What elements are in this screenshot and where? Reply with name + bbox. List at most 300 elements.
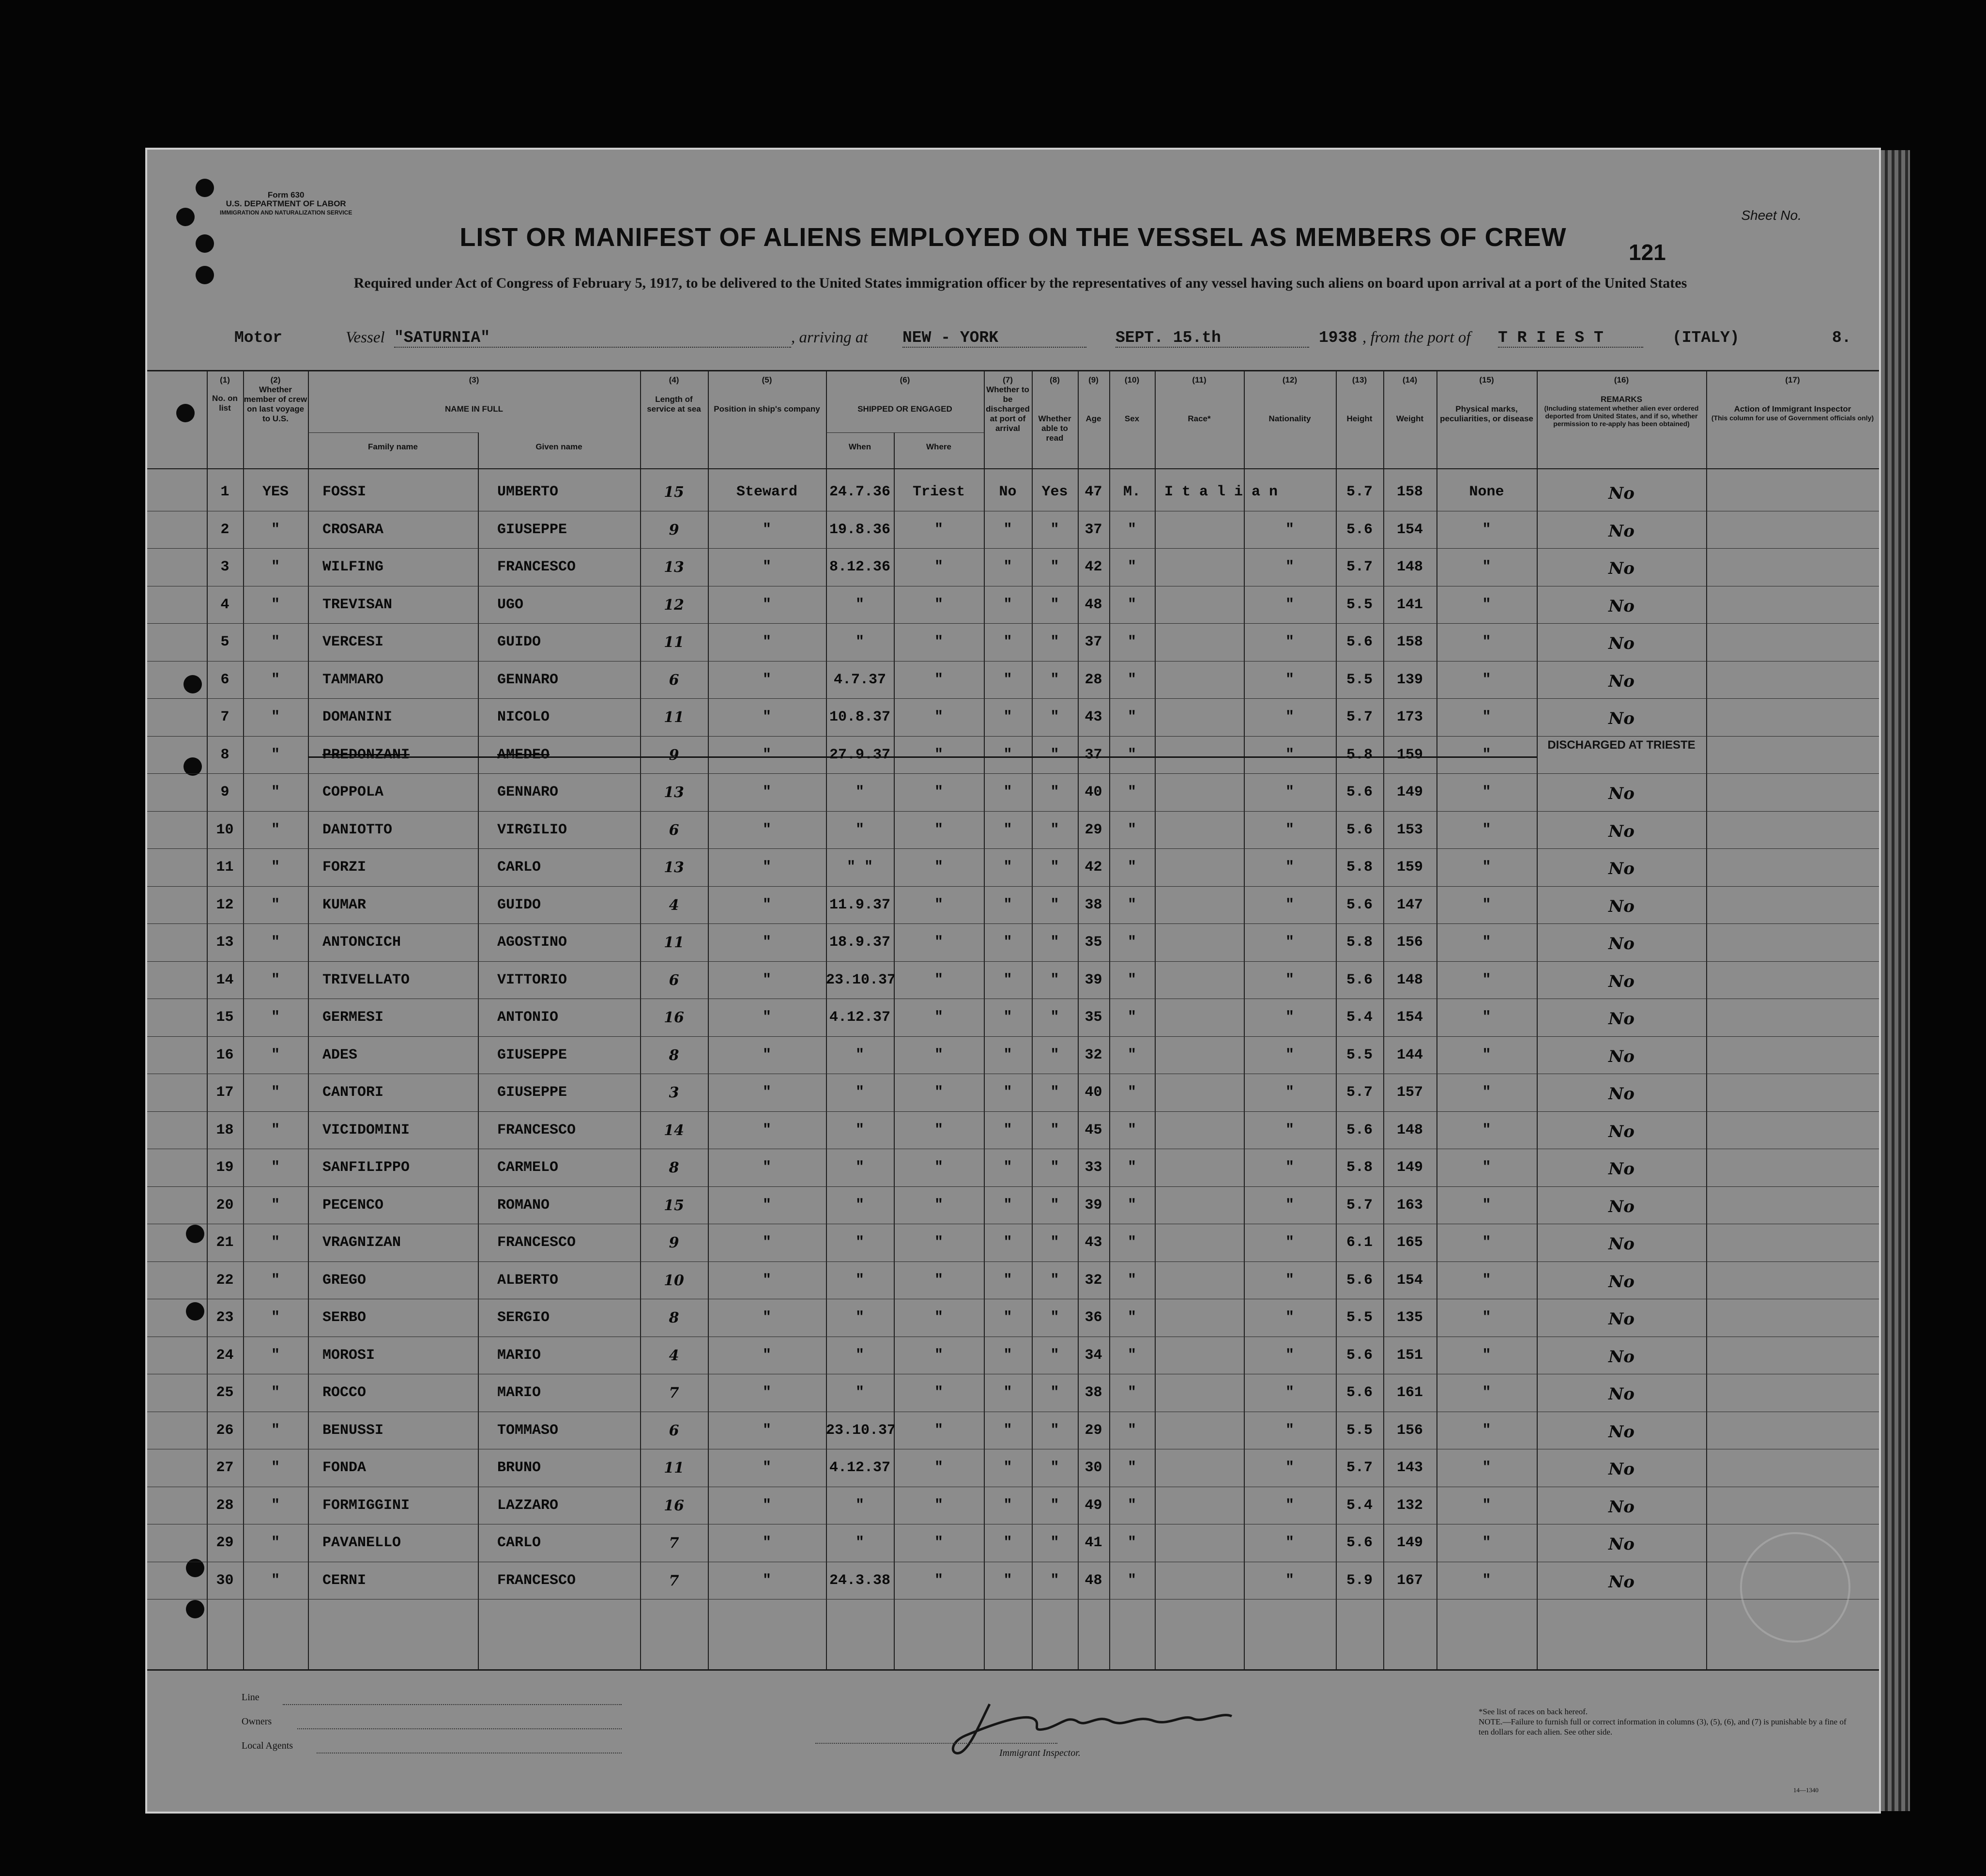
cell-marks: ": [1482, 1234, 1491, 1251]
cell-disch: ": [1003, 1046, 1012, 1063]
cell-disch: ": [1003, 1460, 1012, 1476]
cell-service: 6: [669, 971, 679, 989]
cell-nat: ": [1285, 1309, 1294, 1326]
cell-sex: ": [1127, 521, 1136, 538]
cell-no: 5: [220, 634, 229, 650]
cell-read: ": [1050, 559, 1059, 575]
cell-disch: ": [1003, 1422, 1012, 1439]
cell-where: ": [934, 634, 943, 650]
cell-service: 14: [664, 1122, 684, 1139]
cell-nat: ": [1285, 1197, 1294, 1214]
cell-crew: ": [271, 1046, 280, 1063]
cell-when: 18.9.37: [829, 934, 891, 951]
cell-nat: ": [1285, 859, 1294, 876]
cell-crew: ": [271, 559, 280, 575]
cell-position: ": [762, 1084, 771, 1101]
cell-sex: ": [1127, 634, 1136, 650]
cell-position: ": [762, 1384, 771, 1401]
cell-crew: ": [271, 1122, 280, 1138]
cell-height: 5.6: [1346, 1535, 1373, 1551]
cell-crew: ": [271, 1234, 280, 1251]
row-divider: [147, 1261, 1879, 1262]
cell-weight: 158: [1396, 634, 1423, 650]
cell-where: ": [934, 746, 943, 763]
cell-service: 8: [669, 1046, 679, 1064]
cell-disch: ": [1003, 746, 1012, 763]
col-where-header: Where: [926, 442, 951, 451]
cell-disch: ": [1003, 1384, 1012, 1401]
cell-height: 5.6: [1346, 1272, 1373, 1289]
cell-no: 22: [216, 1272, 234, 1289]
cell-age: 43: [1085, 1234, 1102, 1251]
cell-position: ": [762, 1497, 771, 1514]
cell-position: ": [762, 934, 771, 951]
cell-position: ": [762, 1046, 771, 1063]
cell-weight: 149: [1396, 784, 1423, 800]
cell-read: ": [1050, 1197, 1059, 1214]
cell-read: ": [1050, 1309, 1059, 1326]
cell-given: FRANCESCO: [497, 559, 576, 575]
page-edges-stack: [1881, 150, 1910, 1811]
cell-position: ": [762, 784, 771, 800]
cell-remarks: No: [1608, 484, 1635, 503]
cell-position: ": [762, 559, 771, 575]
cell-given: ALBERTO: [497, 1272, 559, 1289]
cell-crew: ": [271, 1272, 280, 1289]
cell-race: I t a l i a n: [1164, 484, 1278, 500]
cell-crew: ": [271, 1384, 280, 1401]
col-nationality-header: (12) Nationality: [1268, 375, 1311, 423]
cell-service: 4: [669, 896, 679, 914]
vessel-type: Motor: [234, 329, 283, 347]
cell-age: 37: [1085, 634, 1102, 650]
cell-crew: ": [271, 709, 280, 725]
col-shipped-header: (6) SHIPPED OR ENGAGED: [857, 375, 952, 414]
cell-family: VRAGNIZAN: [322, 1234, 401, 1251]
cell-service: 11: [664, 709, 684, 726]
manifest-sheet: [145, 148, 1881, 1814]
cell-position: ": [762, 521, 771, 538]
cell-read: ": [1050, 1572, 1059, 1589]
cell-when: " ": [846, 859, 873, 876]
cell-weight: 165: [1396, 1234, 1423, 1251]
cell-position: Steward: [736, 484, 798, 500]
cell-no: 14: [216, 971, 234, 988]
col-remarks-header: (16) REMARKS (Including statement whether alien ever ordered deported from United States, and if so, whether permission to re-apply has been obtained): [1544, 375, 1699, 428]
cell-age: 38: [1085, 896, 1102, 913]
cell-service: 11: [664, 934, 684, 951]
cell-given: UMBERTO: [497, 484, 559, 500]
cell-where: ": [934, 1159, 943, 1176]
cell-crew: ": [271, 971, 280, 988]
cell-age: 32: [1085, 1046, 1102, 1063]
cell-remarks: No: [1608, 821, 1635, 841]
cell-marks: ": [1482, 784, 1491, 800]
cell-no: 7: [220, 709, 229, 725]
cell-when: 19.8.36: [829, 521, 891, 538]
cell-disch: ": [1003, 859, 1012, 876]
col-read-header: (8) Whether able to read: [1038, 375, 1071, 443]
cell-read: ": [1050, 1497, 1059, 1514]
manifest-subtitle: Required under Act of Congress of February 5, 1917, to be delivered to the United States immigration officer by the representatives of any vessel having such aliens on board upon arrival at a port of the United States: [353, 275, 1687, 291]
cell-crew: YES: [262, 484, 289, 500]
col-position-header: (5) Position in ship's company: [714, 375, 820, 414]
cell-remarks: No: [1608, 1384, 1635, 1404]
cell-nat: ": [1285, 634, 1294, 650]
cell-remarks: No: [1608, 784, 1635, 803]
cell-remarks: No: [1608, 1272, 1635, 1292]
col-no-header: (1) No. on list: [212, 375, 238, 413]
cell-family: DOMANINI: [322, 709, 393, 725]
row-divider: [147, 1036, 1879, 1037]
cell-weight: 139: [1396, 671, 1423, 688]
cell-marks: ": [1482, 521, 1491, 538]
cell-nat: ": [1285, 521, 1294, 538]
cell-crew: ": [271, 1572, 280, 1589]
arrival-year: 1938: [1319, 329, 1358, 347]
cell-family: WILFING: [322, 559, 384, 575]
cell-crew: ": [271, 784, 280, 800]
cell-sex: ": [1127, 559, 1136, 575]
inspector-signature: [951, 1694, 1261, 1762]
cell-read: ": [1050, 934, 1059, 951]
cell-nat: ": [1285, 1422, 1294, 1439]
cell-marks: ": [1482, 1460, 1491, 1476]
cell-height: 5.7: [1346, 1197, 1373, 1214]
cell-weight: 132: [1396, 1497, 1423, 1514]
cell-remarks: No: [1608, 934, 1635, 953]
cell-family: CROSARA: [322, 521, 384, 538]
cell-when: ": [855, 1084, 864, 1101]
cell-read: ": [1050, 896, 1059, 913]
cell-age: 39: [1085, 971, 1102, 988]
official-stamp: [1740, 1532, 1850, 1643]
cell-where: ": [934, 1234, 943, 1251]
cell-remarks: No: [1608, 1122, 1635, 1141]
cell-when: ": [855, 1272, 864, 1289]
cell-remarks: No: [1608, 1234, 1635, 1254]
cell-given: GENNARO: [497, 784, 559, 800]
cell-read: ": [1050, 784, 1059, 800]
page-number: 121: [1629, 240, 1666, 265]
cell-where: ": [934, 521, 943, 538]
cell-sex: ": [1127, 1009, 1136, 1026]
cell-height: 5.8: [1346, 934, 1373, 951]
cell-crew: ": [271, 521, 280, 538]
cell-where: ": [934, 1497, 943, 1514]
cell-weight: 159: [1396, 859, 1423, 876]
cell-read: ": [1050, 1347, 1059, 1364]
cell-given: UGO: [497, 596, 524, 613]
cell-height: 5.6: [1346, 634, 1373, 650]
cell-family: FORMIGGINI: [322, 1497, 410, 1514]
cell-disch: ": [1003, 521, 1012, 538]
cell-marks: ": [1482, 1309, 1491, 1326]
cell-given: SERGIO: [497, 1309, 550, 1326]
cell-disch: ": [1003, 1197, 1012, 1214]
cell-height: 5.5: [1346, 596, 1373, 613]
row-divider: [147, 773, 1879, 774]
cell-age: 49: [1085, 1497, 1102, 1514]
cell-marks: ": [1482, 1347, 1491, 1364]
cell-position: ": [762, 821, 771, 838]
cell-when: ": [855, 1309, 864, 1326]
cell-disch: ": [1003, 1272, 1012, 1289]
cell-height: 5.5: [1346, 1309, 1373, 1326]
cell-sex: ": [1127, 671, 1136, 688]
races-note: *See list of races on back hereof.: [1479, 1707, 1588, 1716]
cell-height: 5.4: [1346, 1497, 1373, 1514]
cell-family: COPPOLA: [322, 784, 384, 800]
cell-disch: ": [1003, 709, 1012, 725]
cell-crew: ": [271, 1422, 280, 1439]
cell-weight: 149: [1396, 1159, 1423, 1176]
cell-read: ": [1050, 1384, 1059, 1401]
cell-weight: 156: [1396, 1422, 1423, 1439]
col-when-header: When: [848, 442, 871, 451]
cell-service: 8: [669, 1309, 679, 1326]
line-label: Line: [242, 1692, 260, 1703]
cell-no: 2: [220, 521, 229, 538]
cell-disch: ": [1003, 634, 1012, 650]
col-weight-header: (14) Weight: [1396, 375, 1424, 423]
cell-when: 4.12.37: [829, 1460, 891, 1476]
cell-when: 23.10.37: [826, 971, 896, 988]
cell-sex: ": [1127, 784, 1136, 800]
cell-given: GIUSEPPE: [497, 1046, 567, 1063]
cell-service: 9: [669, 521, 679, 538]
cell-given: LAZZARO: [497, 1497, 559, 1514]
cell-age: 36: [1085, 1309, 1102, 1326]
cell-given: AMEDEO: [497, 746, 550, 763]
cell-disch: ": [1003, 1497, 1012, 1514]
cell-given: CARLO: [497, 859, 541, 876]
cell-read: ": [1050, 1159, 1059, 1176]
cell-weight: 149: [1396, 1535, 1423, 1551]
cell-where: ": [934, 1309, 943, 1326]
cell-read: ": [1050, 634, 1059, 650]
cell-where: ": [934, 1384, 943, 1401]
col-sex-header: (10) Sex: [1124, 375, 1140, 423]
cell-weight: 148: [1396, 1122, 1423, 1138]
cell-remarks: No: [1608, 1460, 1635, 1479]
cell-read: ": [1050, 1122, 1059, 1138]
arrival-date: SEPT. 15.th: [1115, 329, 1309, 348]
row-divider: [147, 736, 1879, 737]
cell-given: MARIO: [497, 1384, 541, 1401]
cell-no: 15: [216, 1009, 234, 1026]
cell-height: 5.6: [1346, 971, 1373, 988]
cell-family: TAMMARO: [322, 671, 384, 688]
cell-disch: ": [1003, 934, 1012, 951]
cell-disch: ": [1003, 596, 1012, 613]
cell-position: ": [762, 1535, 771, 1551]
cell-sex: ": [1127, 1460, 1136, 1476]
cell-crew: ": [271, 1460, 280, 1476]
origin-port: T R I E S T: [1498, 329, 1643, 348]
cell-nat: ": [1285, 596, 1294, 613]
cell-nat: ": [1285, 1460, 1294, 1476]
cell-position: ": [762, 1197, 771, 1214]
col-name-header: (3) NAME IN FULL: [445, 375, 503, 414]
cell-family: VERCESI: [322, 634, 384, 650]
list-number: 8.: [1832, 329, 1851, 347]
cell-nat: ": [1285, 1234, 1294, 1251]
cell-no: 10: [216, 821, 234, 838]
cell-service: 10: [664, 1272, 684, 1289]
cell-sex: ": [1127, 746, 1136, 763]
cell-given: BRUNO: [497, 1460, 541, 1476]
cell-marks: ": [1482, 1422, 1491, 1439]
cell-crew: ": [271, 1009, 280, 1026]
cell-family: SANFILIPPO: [322, 1159, 410, 1176]
cell-given: FRANCESCO: [497, 1572, 576, 1589]
cell-disch: ": [1003, 1347, 1012, 1364]
cell-read: ": [1050, 971, 1059, 988]
cell-age: 32: [1085, 1272, 1102, 1289]
cell-service: 16: [664, 1497, 684, 1514]
cell-height: 5.6: [1346, 1347, 1373, 1364]
cell-nat: ": [1285, 821, 1294, 838]
cell-height: 5.7: [1346, 484, 1373, 500]
col-family-header: Family name: [368, 442, 418, 451]
cell-given: FRANCESCO: [497, 1122, 576, 1138]
cell-given: GIUSEPPE: [497, 521, 567, 538]
cell-family: KUMAR: [322, 896, 367, 913]
cell-crew: ": [271, 1535, 280, 1551]
cell-where: ": [934, 1535, 943, 1551]
cell-disch: ": [1003, 784, 1012, 800]
cell-family: GREGO: [322, 1272, 367, 1289]
cell-age: 30: [1085, 1460, 1102, 1476]
origin-country: (ITALY): [1672, 329, 1740, 347]
cell-weight: 156: [1396, 934, 1423, 951]
cell-where: ": [934, 896, 943, 913]
cell-crew: ": [271, 1347, 280, 1364]
cell-sex: ": [1127, 896, 1136, 913]
cell-crew: ": [271, 671, 280, 688]
cell-age: 38: [1085, 1384, 1102, 1401]
cell-position: ": [762, 709, 771, 725]
cell-height: 5.7: [1346, 559, 1373, 575]
cell-marks: ": [1482, 934, 1491, 951]
cell-when: ": [855, 1159, 864, 1176]
cell-marks: ": [1482, 709, 1491, 725]
cell-no: 3: [220, 559, 229, 575]
cell-where: ": [934, 671, 943, 688]
cell-no: 17: [216, 1084, 234, 1101]
cell-marks: ": [1482, 1009, 1491, 1026]
cell-remarks: No: [1608, 1422, 1635, 1442]
cell-service: 9: [669, 1234, 679, 1251]
cell-family: ANTONCICH: [322, 934, 401, 951]
cell-height: 6.1: [1346, 1234, 1373, 1251]
cell-nat: ": [1285, 1159, 1294, 1176]
cell-marks: ": [1482, 559, 1491, 575]
cell-weight: 173: [1396, 709, 1423, 725]
col-marks-header: (15) Physical marks, peculiarities, or disease: [1440, 375, 1533, 423]
cell-marks: ": [1482, 596, 1491, 613]
cell-weight: 144: [1396, 1046, 1423, 1063]
penalty-note: NOTE.—Failure to furnish full or correct information in columns (3), (5), (6), and (7) is punishable by a fine of ten dollars for each alien. See other side.: [1479, 1717, 1847, 1737]
cell-when: 4.7.37: [833, 671, 886, 688]
cell-disch: ": [1003, 1535, 1012, 1551]
cell-height: 5.6: [1346, 1122, 1373, 1138]
cell-when: 27.9.37: [829, 746, 891, 763]
cell-marks: ": [1482, 821, 1491, 838]
cell-service: 12: [664, 596, 684, 614]
cell-marks: ": [1482, 1159, 1491, 1176]
local-agents-label: Local Agents: [242, 1740, 293, 1751]
cell-marks: ": [1482, 746, 1491, 763]
cell-given: NICOLO: [497, 709, 550, 725]
cell-sex: ": [1127, 934, 1136, 951]
cell-sex: ": [1127, 971, 1136, 988]
cell-nat: ": [1285, 1347, 1294, 1364]
cell-disch: ": [1003, 1122, 1012, 1138]
cell-service: 13: [664, 559, 684, 576]
cell-given: GIUSEPPE: [497, 1084, 567, 1101]
row-divider: [147, 961, 1879, 962]
cell-height: 5.8: [1346, 859, 1373, 876]
form-code: 14—1340: [1793, 1786, 1818, 1794]
cell-remarks: No: [1608, 1497, 1635, 1517]
cell-remarks: No: [1608, 596, 1635, 616]
cell-when: ": [855, 634, 864, 650]
cell-crew: ": [271, 1159, 280, 1176]
cell-where: ": [934, 821, 943, 838]
cell-when: ": [855, 821, 864, 838]
vessel-info-line: [167, 329, 1850, 353]
cell-sex: ": [1127, 1234, 1136, 1251]
cell-weight: 163: [1396, 1197, 1423, 1214]
cell-no: 25: [216, 1384, 234, 1401]
cell-marks: ": [1482, 859, 1491, 876]
cell-position: ": [762, 1009, 771, 1026]
cell-when: ": [855, 1535, 864, 1551]
manifest-title: LIST OR MANIFEST OF ALIENS EMPLOYED ON THE VESSEL AS MEMBERS OF CREW: [459, 223, 1567, 252]
cell-weight: 154: [1396, 521, 1423, 538]
cell-service: 6: [669, 671, 679, 689]
cell-given: CARLO: [497, 1535, 541, 1551]
cell-remarks: No: [1608, 859, 1635, 878]
cell-sex: ": [1127, 709, 1136, 725]
cell-age: 33: [1085, 1159, 1102, 1176]
cell-remarks: No: [1608, 971, 1635, 991]
cell-marks: ": [1482, 971, 1491, 988]
cell-marks: ": [1482, 1572, 1491, 1589]
cell-weight: 148: [1396, 559, 1423, 575]
cell-when: ": [855, 784, 864, 800]
cell-nat: ": [1285, 1497, 1294, 1514]
row-divider: [147, 848, 1879, 849]
cell-no: 11: [216, 859, 234, 876]
owners-label: Owners: [242, 1716, 272, 1727]
cell-given: FRANCESCO: [497, 1234, 576, 1251]
cell-nat: ": [1285, 709, 1294, 725]
cell-given: GENNARO: [497, 671, 559, 688]
col-discharge-header: (7) Whether to be discharged at port of arrival: [986, 375, 1030, 433]
cell-no: 9: [220, 784, 229, 800]
cell-age: 34: [1085, 1347, 1102, 1364]
cell-position: ": [762, 1122, 771, 1138]
cell-service: 9: [669, 746, 679, 764]
cell-when: ": [855, 1347, 864, 1364]
cell-no: 26: [216, 1422, 234, 1439]
service-name: IMMIGRATION AND NATURALIZATION SERVICE: [220, 209, 352, 216]
cell-family: MOROSI: [322, 1347, 375, 1364]
cell-no: 6: [220, 671, 229, 688]
